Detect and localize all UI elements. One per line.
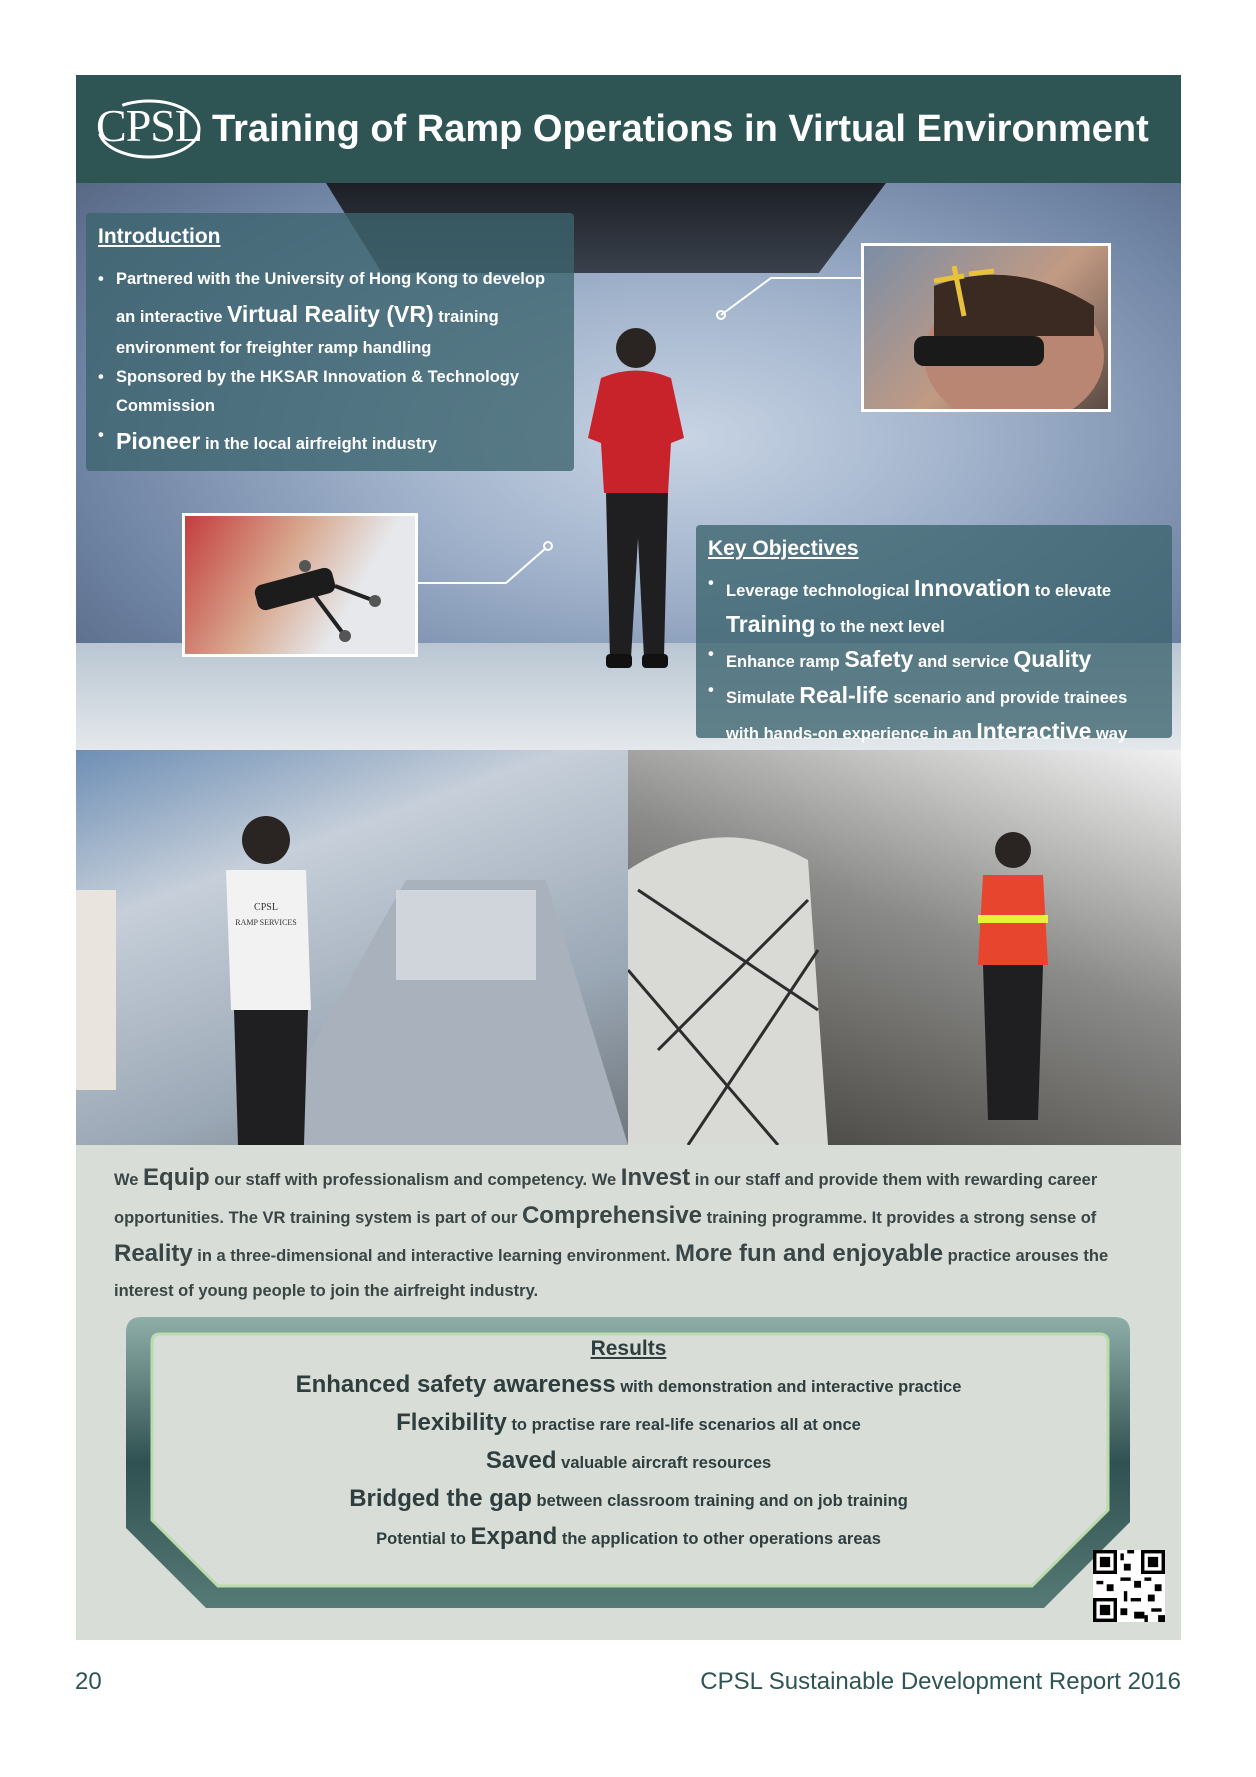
result-item: Bridged the gap between classroom training and on job training	[349, 1485, 908, 1512]
logo-text: CPSL	[96, 100, 202, 151]
intro-item: • Sponsored by the HKSAR Innovation & Technology Commission	[98, 363, 562, 421]
shirt-brand: CPSL	[254, 902, 278, 913]
objective-item: • Simulate Real-life scenario and provide trainees with hands-on experience in an Interactive way	[708, 678, 1160, 749]
vr-simulation-photo	[76, 750, 628, 1145]
intro-item: • Partnered with the University of Hong Kong to develop an interactive Virtual Reality (VR) training environment for freighter ramp handling	[98, 265, 562, 363]
summary-paragraph: We Equip our staff with professionalism and competency. We Invest in our staff and provide them with rewarding career opportunities. The VR training system is part of our Comprehensive training programme. It provides a strong sense of Reality in a three-dimensional and interactive learning environment. More fun and enjoyable practice arouses the interest of young people to join the airfreight industry.	[114, 1164, 1109, 1300]
intro-item: • Pioneer in the local airfreight industry	[98, 421, 562, 461]
result-item: Flexibility to practise rare real-life scenarios all at once	[396, 1409, 861, 1436]
report-title: CPSL Sustainable Development Report 2016	[700, 1668, 1181, 1695]
objective-item: • Enhance ramp Safety and service Quality	[708, 642, 1160, 678]
page-number: 20	[75, 1668, 102, 1695]
hero-image	[76, 183, 1181, 750]
result-item: Saved valuable aircraft resources	[485, 1447, 772, 1474]
objective-item: • Leverage technological Innovation to elevate Training to the next level	[708, 571, 1160, 642]
qr-code[interactable]	[1093, 1550, 1165, 1622]
results-section	[156, 1337, 1101, 1557]
vr-controller-photo	[182, 513, 418, 657]
objectives-heading: Key Objectives	[708, 537, 859, 560]
vr-headset-photo	[861, 243, 1111, 412]
result-item: Enhanced safety awareness with demonstration and interactive practice	[295, 1371, 962, 1398]
poster	[76, 75, 1181, 1640]
introduction-heading: Introduction	[98, 225, 221, 248]
page-title: Training of Ramp Operations in Virtual Environment	[212, 107, 1149, 150]
key-objectives-panel	[696, 525, 1172, 744]
result-item: Potential to Expand the application to other operations areas	[376, 1523, 881, 1550]
aircraft-hold-photo	[628, 750, 1181, 1145]
results-heading: Results	[590, 1337, 667, 1360]
title-bar	[76, 75, 1181, 183]
training-photos	[76, 750, 1181, 1145]
shirt-text: RAMP SERVICES	[235, 918, 297, 927]
introduction-panel	[86, 213, 574, 471]
cpsl-logo	[96, 89, 202, 169]
